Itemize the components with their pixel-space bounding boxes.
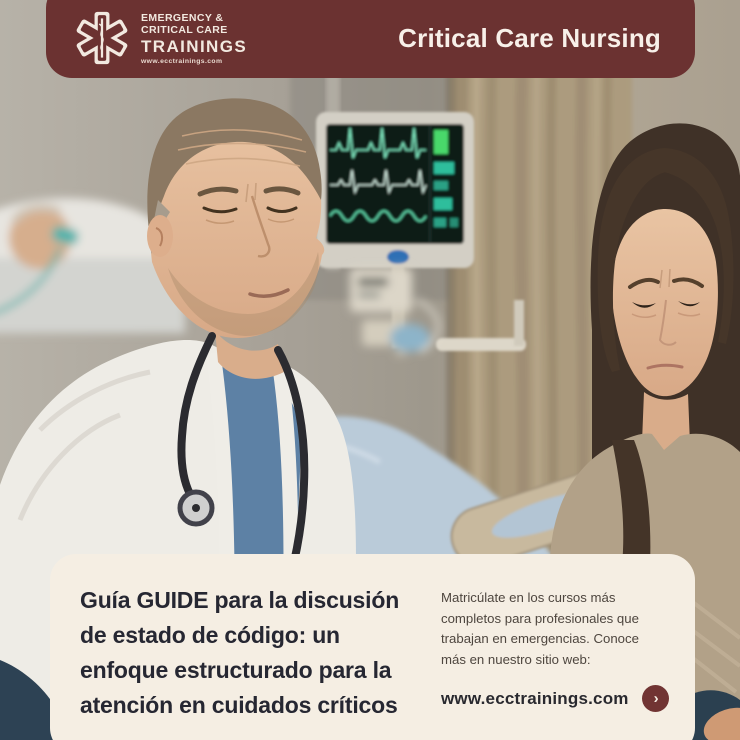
card-title-line-4: atención en cuidados críticos <box>80 692 398 718</box>
info-card <box>50 554 695 740</box>
arrow-button[interactable] <box>642 685 669 712</box>
brand-logo-text <box>141 12 247 65</box>
card-description-line-4: más en nuestro sitio web: <box>441 651 591 667</box>
course-title: Critical Care Nursing <box>398 22 661 53</box>
star-of-life-icon <box>74 10 130 66</box>
logo-line-1: EMERGENCY & <box>141 11 224 24</box>
chevron-right-icon: › <box>653 690 659 707</box>
card-description-line-2: completos para profesionales que <box>441 610 639 626</box>
card-title-line-3: enfoque estructurado para la <box>80 657 392 683</box>
spo2-bar <box>434 130 448 154</box>
header-banner <box>46 0 695 78</box>
card-title <box>80 583 419 740</box>
logo-website: www.ecctrainings.com <box>141 57 223 65</box>
website-cta-row <box>441 685 669 712</box>
website-link[interactable]: www.ecctrainings.com <box>441 688 629 708</box>
monitor-power-button <box>387 250 409 264</box>
card-description <box>441 588 669 670</box>
logo-line-3: TRAININGS <box>141 36 248 56</box>
card-cta-column <box>441 583 669 740</box>
card-description-line-3: trabajan en emergencias. Conoce <box>441 631 639 646</box>
card-title-line-1: Guía GUIDE para la discusión <box>80 587 400 613</box>
logo-line-2: CRITICAL CARE <box>141 24 228 36</box>
card-title-line-2: de estado de código: un <box>80 622 340 648</box>
brand-logo <box>74 10 247 66</box>
card-description-line-1: Matricúlate en los cursos más <box>441 590 616 605</box>
